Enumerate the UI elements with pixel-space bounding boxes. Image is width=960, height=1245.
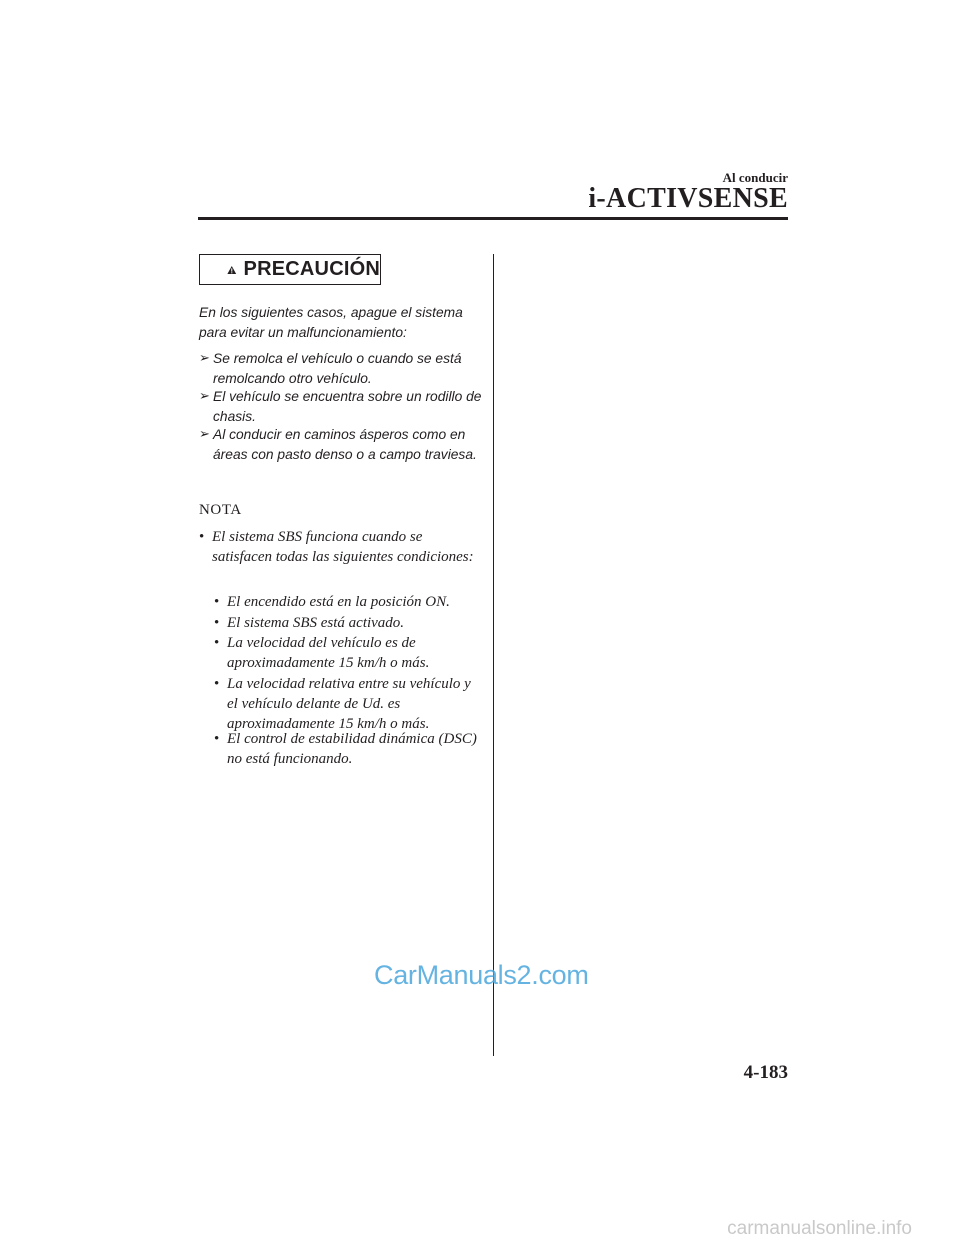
bullet-dot-icon: • [214, 676, 220, 692]
bullet-dot-icon: • [214, 615, 220, 631]
condition-text: La velocidad del vehículo es de aproximadamente 15 km/h o más. [227, 635, 430, 671]
warning-triangle-icon [227, 258, 237, 282]
arrow-bullet-icon: ➢ [199, 388, 210, 403]
note-title: NOTA [199, 502, 242, 518]
caution-item-text: Se remolca el vehículo o cuando se está remolcando otro vehículo. [213, 351, 462, 386]
condition-text: El encendido está en la posición ON. [227, 594, 450, 610]
caution-item [199, 349, 489, 389]
condition-text: El control de estabilidad dinámica (DSC) no está funcionando. [227, 731, 477, 767]
footer-site-link[interactable]: carmanualsonline.info [727, 1218, 912, 1239]
arrow-bullet-icon: ➢ [199, 426, 210, 441]
bullet-dot-icon: • [214, 594, 220, 610]
caution-box [199, 254, 381, 285]
arrow-bullet-icon: ➢ [199, 350, 210, 365]
note-main-item [199, 527, 479, 567]
condition-item [214, 592, 484, 612]
caution-item [199, 387, 489, 427]
bullet-dot-icon: • [214, 731, 220, 747]
condition-item [214, 633, 484, 673]
condition-item [214, 674, 484, 734]
caution-item-text: El vehículo se encuentra sobre un rodillo de chasis. [213, 389, 482, 424]
caution-item-text: Al conducir en caminos ásperos como en áreas con pasto denso o a campo traviesa. [213, 427, 477, 462]
bullet-dot-icon: • [199, 529, 205, 545]
condition-text: El sistema SBS está activado. [227, 615, 405, 631]
condition-item [214, 613, 484, 633]
watermark-link[interactable]: CarManuals2.com [374, 960, 589, 990]
chapter-title: i-ACTIVSENSE [588, 183, 788, 214]
section-label: Al conducir [722, 170, 788, 185]
note-main-text: El sistema SBS funciona cuando se satisfacen todas las siguientes condiciones: [212, 529, 474, 565]
header-rule [198, 217, 788, 220]
caution-label: PRECAUCIÓN [243, 258, 380, 280]
page-number: 4-183 [743, 1062, 788, 1083]
condition-text: La velocidad relativa entre su vehículo y el vehículo delante de Ud. es aproximadamente 15 km/h o más. [227, 676, 471, 732]
column-divider [493, 254, 494, 1056]
caution-intro: En los siguientes casos, apague el sistema para evitar un malfuncionamiento: [199, 305, 463, 340]
caution-item [199, 425, 489, 465]
condition-item [214, 729, 484, 769]
bullet-dot-icon: • [214, 635, 220, 651]
